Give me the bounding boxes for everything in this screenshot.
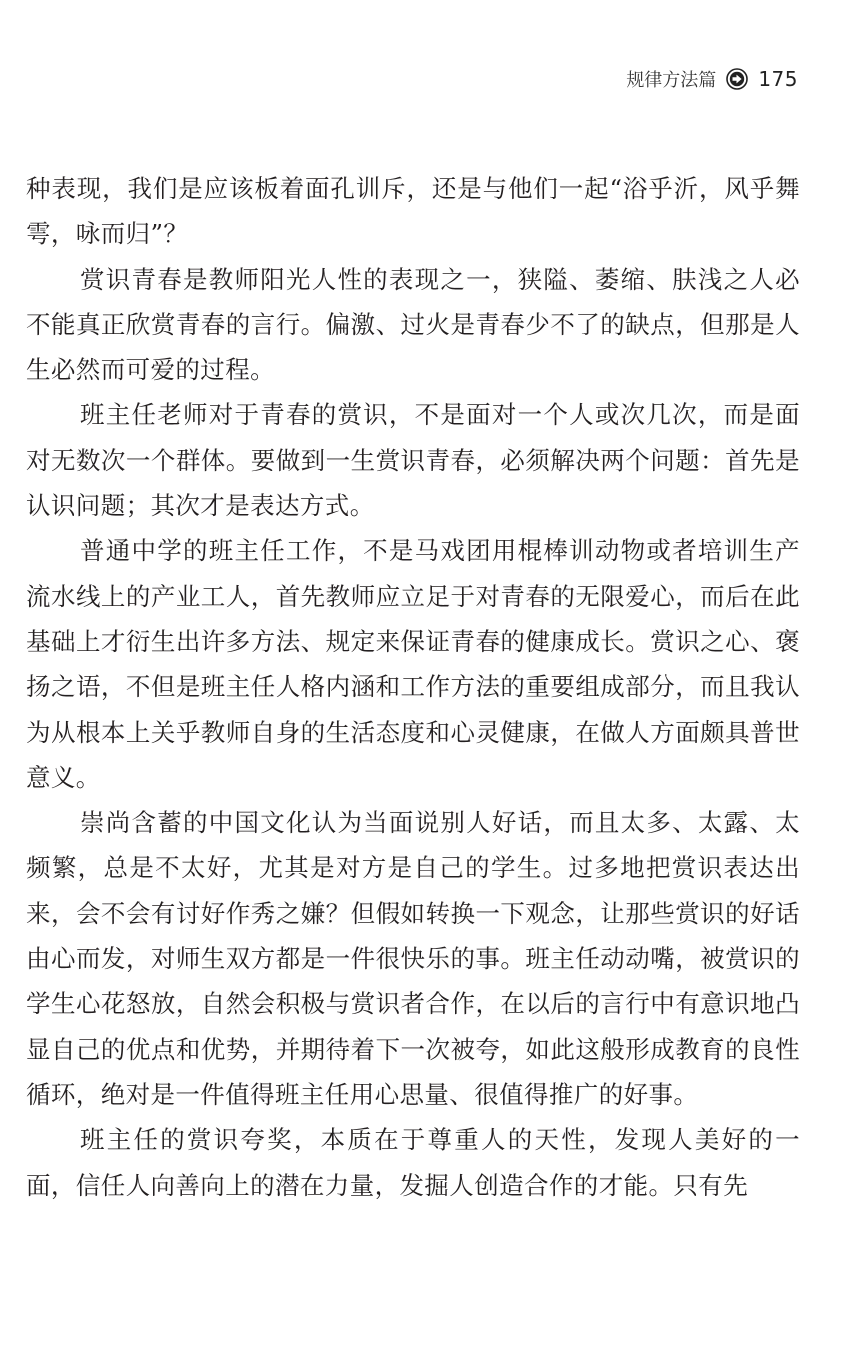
paragraph: 班主任老师对于青春的赏识，不是面对一个人或次几次，而是面对无数次一个群体。要做到一生赏识青春，必须解决两个问题：首先是认识问题；其次才是表达方式。 (26, 400, 800, 521)
body-text (26, 166, 800, 1208)
page-number: 175 (758, 67, 798, 91)
paragraph: 崇尚含蓄的中国文化认为当面说别人好话，而且太多、太露、太频繁，总是不太好，尤其是对方是自己的学生。过多地把赏识表达出来，会不会有讨好作秀之嫌？但假如转换一下观念，让那些赏识的好话由心而发，对师生双方都是一件很快乐的事。班主任动动嘴，被赏识的学生心花怒放，自然会积极与赏识者合作，在以后的言行中有意识地凸显自己的优点和优势，并期待着下一次被夸，如此这般形成教育的良性循环，绝对是一件值得班主任用心思量、很值得推广的好事。 (26, 808, 800, 1109)
section-title: 规律方法篇 (626, 70, 717, 91)
page-header (626, 64, 798, 94)
paragraph: 普通中学的班主任工作，不是马戏团用棍棒训动物或者培训生产流水线上的产业工人，首先教师应立足于对青春的无限爱心，而后在此基础上才衍生出许多方法、规定来保证青春的健康成长。赏识之心、褒扬之语，不但是班主任人格内涵和工作方法的重要组成部分，而且我认为从根本上关乎教师自身的生活态度和心灵健康，在做人方面颇具普世意义。 (26, 536, 800, 792)
paragraph-continuation: 种表现，我们是应该板着面孔训斥，还是与他们一起“浴乎沂，风乎舞雩，咏而归”？ (26, 174, 800, 249)
paragraph: 班主任的赏识夸奖，本质在于尊重人的天性，发现人美好的一面，信任人向善向上的潜在力量，发掘人创造合作的才能。只有先 (26, 1125, 800, 1200)
circled-arrow-right-icon (726, 68, 748, 90)
paragraph: 赏识青春是教师阳光人性的表现之一，狭隘、萎缩、肤浅之人必不能真正欣赏青春的言行。偏激、过火是青春少不了的缺点，但那是人生必然而可爱的过程。 (26, 264, 800, 385)
